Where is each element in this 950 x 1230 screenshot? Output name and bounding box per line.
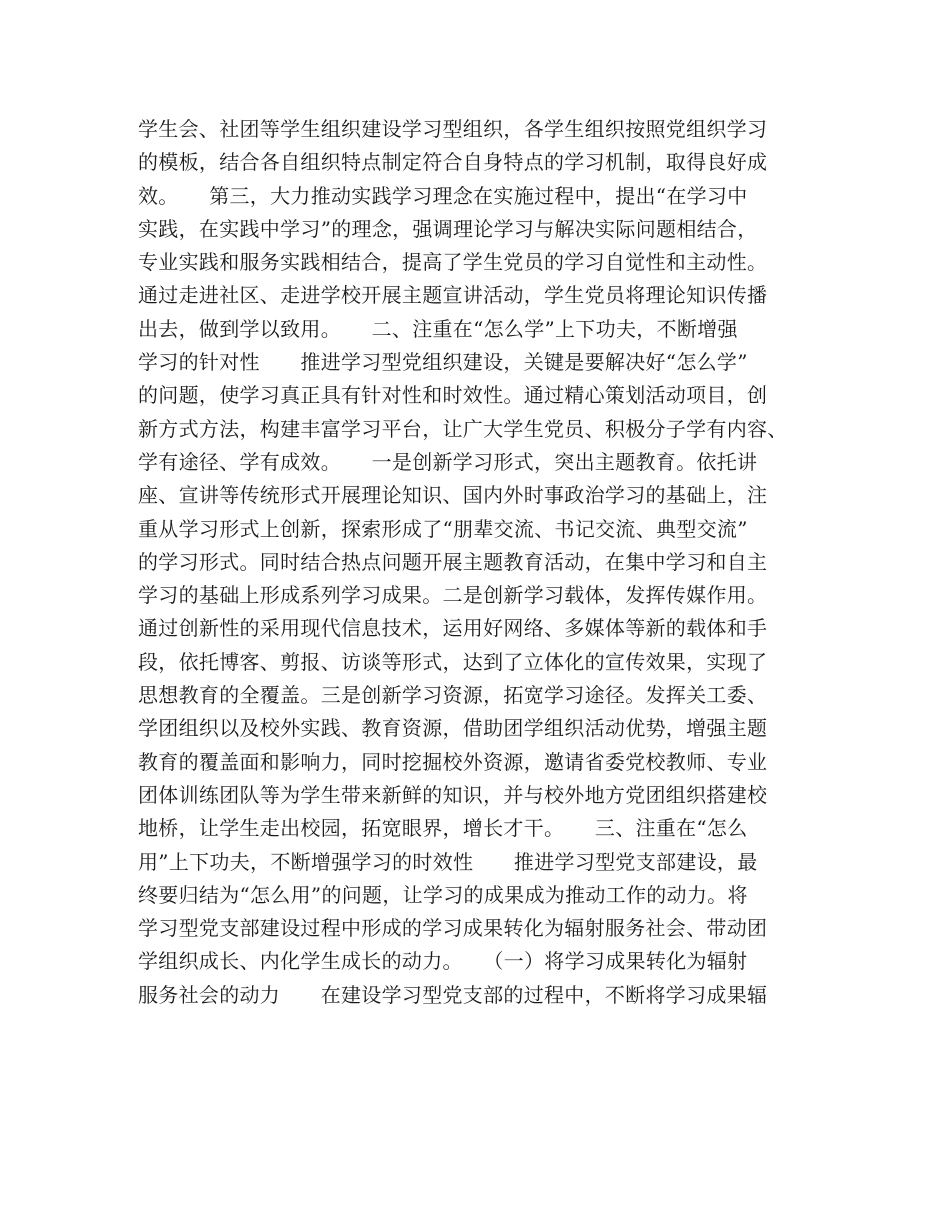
text-line: 座、宣讲等传统形式开展理论知识、国内外时事政治学习的基础上，注 [138, 483, 768, 508]
text-line: 学组织成长、内化学生成长的动力。 （一）将学习成果转化为辐射 [138, 949, 748, 974]
text-line: 的问题，使学习真正具有针对性和时效性。通过精心策划活动项目，创 [138, 383, 768, 408]
text-line: 的学习形式。同时结合热点问题开展主题教育活动，在集中学习和自主 [138, 549, 768, 574]
text-line: 的模板，结合各自组织特点制定符合自身特点的学习机制，取得良好成 [138, 150, 768, 175]
text-line: 教育的覆盖面和影响力，同时挖掘校外资源，邀请省委党校教师、专业 [138, 749, 768, 774]
text-line: 学习型党支部建设过程中形成的学习成果转化为辐射服务社会、带动团 [138, 916, 768, 941]
text-line: 学习的针对性 推进学习型党组织建设，关键是要解决好“怎么学” [138, 350, 748, 375]
text-line: 出去，做到学以致用。 二、注重在“怎么学”上下功夫，不断增强 [138, 316, 738, 341]
text-line: 学团组织以及校外实践、教育资源，借助团学组织活动优势，增强主题 [138, 716, 768, 741]
text-line: 终要归结为“怎么用”的问题，让学习的成果成为推动工作的动力。将 [138, 882, 748, 907]
text-line: 专业实践和服务实践相结合，提高了学生党员的学习自觉性和主动性。 [138, 250, 768, 275]
text-line: 段，依托博客、剪报、访谈等形式，达到了立体化的宣传效果，实现了 [138, 649, 768, 674]
text-line: 服务社会的动力 在建设学习型党支部的过程中，不断将学习成果辐 [138, 982, 768, 1007]
text-line: 学生会、社团等学生组织建设学习型组织，各学生组织按照党组织学习 [138, 117, 768, 141]
text-line: 学习的基础上形成系列学习成果。二是创新学习载体，发挥传媒作用。 [138, 583, 768, 608]
text-line: 新方式方法，构建丰富学习平台，让广大学生党员、积极分子学有内容、 [138, 416, 788, 441]
text-line: 效。 第三，大力推动实践学习理念在实施过程中，提出“在学习中 [138, 183, 748, 208]
text-line: 实践，在实践中学习”的理念，强调理论学习与解决实际问题相结合， [138, 216, 758, 241]
text-line: 地桥，让学生走出校园，拓宽眼界，增长才干。 三、注重在“怎么 [138, 816, 748, 841]
text-line: 通过创新性的采用现代信息技术，运用好网络、多媒体等新的载体和手 [138, 616, 768, 641]
text-line: 重从学习形式上创新，探索形成了“朋辈交流、书记交流、典型交流” [138, 516, 748, 541]
text-line: 用”上下功夫，不断增强学习的时效性 推进学习型党支部建设，最 [138, 849, 758, 874]
text-line: 通过走进社区、走进学校开展主题宣讲活动，学生党员将理论知识传播 [138, 283, 768, 308]
text-line: 思想教育的全覆盖。三是创新学习资源，拓宽学习途径。发挥关工委、 [138, 683, 768, 708]
text-line: 团体训练团队等为学生带来新鲜的知识，并与校外地方党团组织搭建校 [138, 782, 768, 807]
text-line: 学有途径、学有成效。 一是创新学习形式，突出主题教育。依托讲 [138, 449, 758, 474]
body-text [138, 113, 838, 1012]
